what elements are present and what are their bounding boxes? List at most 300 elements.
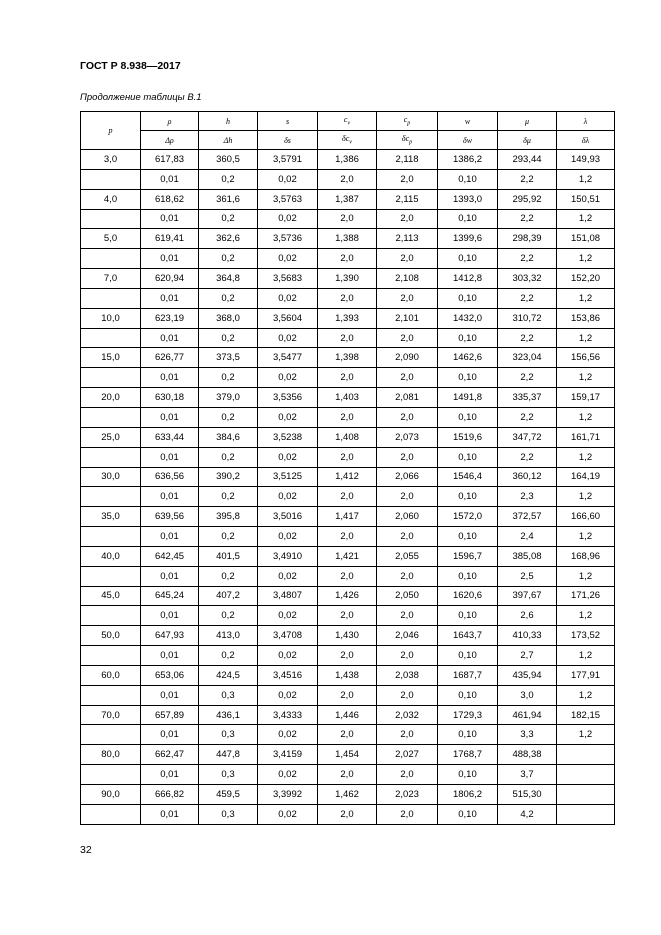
value-cell: 630,18 (141, 388, 199, 408)
table-row-uncertainty (81, 606, 615, 626)
value-cell: 2,027 (377, 745, 438, 765)
value-cell: 618,62 (141, 189, 199, 209)
value-cell: 617,83 (141, 150, 199, 170)
pressure-cell: 45,0 (81, 586, 141, 606)
uncertainty-cell: 2,0 (318, 804, 377, 824)
table-row-values (81, 229, 615, 249)
value-cell: 323,04 (498, 348, 557, 368)
value-cell: 424,5 (199, 665, 258, 685)
uncertainty-cell: 0,10 (438, 368, 498, 388)
uncertainty-cell: 0,01 (141, 209, 199, 229)
uncertainty-cell: 2,2 (498, 328, 557, 348)
value-cell: 1596,7 (438, 546, 498, 566)
uncertainty-cell: 0,10 (438, 606, 498, 626)
empty-pressure-cell (81, 725, 141, 745)
uncertainty-cell: 2,5 (498, 566, 557, 586)
uncertainty-cell: 2,7 (498, 646, 557, 666)
value-cell: 2,023 (377, 785, 438, 805)
uncertainty-cell: 2,0 (377, 527, 438, 547)
uncertainty-cell: 1,2 (557, 606, 615, 626)
value-cell: 3,3992 (258, 785, 318, 805)
table-row-uncertainty (81, 487, 615, 507)
value-cell: 156,56 (557, 348, 615, 368)
value-cell: 159,17 (557, 388, 615, 408)
header-cp-symbol: c (403, 115, 408, 125)
value-cell: 166,60 (557, 507, 615, 527)
uncertainty-cell: 0,10 (438, 447, 498, 467)
uncertainty-cell: 0,02 (258, 249, 318, 269)
table-row-values (81, 467, 615, 487)
header-w: w (438, 112, 498, 131)
table-row-uncertainty (81, 169, 615, 189)
uncertainty-cell: 0,01 (141, 328, 199, 348)
uncertainty-cell: 0,3 (199, 725, 258, 745)
uncertainty-cell: 0,02 (258, 169, 318, 189)
value-cell: 1462,6 (438, 348, 498, 368)
table-row-uncertainty (81, 765, 615, 785)
value-cell: 2,090 (377, 348, 438, 368)
value-cell: 3,5125 (258, 467, 318, 487)
table-row-uncertainty (81, 288, 615, 308)
uncertainty-cell: 0,01 (141, 407, 199, 427)
uncertainty-cell: 2,0 (318, 209, 377, 229)
pressure-cell: 30,0 (81, 467, 141, 487)
pressure-cell: 35,0 (81, 507, 141, 527)
uncertainty-cell: 1,2 (557, 328, 615, 348)
uncertainty-cell: 0,02 (258, 447, 318, 467)
uncertainty-cell: 3,7 (498, 765, 557, 785)
value-cell: 368,0 (199, 308, 258, 328)
value-cell: 623,19 (141, 308, 199, 328)
uncertainty-cell: 0,01 (141, 249, 199, 269)
value-cell: 1620,6 (438, 586, 498, 606)
uncertainty-cell: 1,2 (557, 368, 615, 388)
empty-pressure-cell (81, 606, 141, 626)
uncertainty-cell: 0,2 (199, 447, 258, 467)
value-cell: 379,0 (199, 388, 258, 408)
uncertainty-cell: 2,0 (318, 447, 377, 467)
value-cell: 639,56 (141, 507, 199, 527)
value-cell: 435,94 (498, 665, 557, 685)
uncertainty-cell: 0,02 (258, 606, 318, 626)
value-cell: 173,52 (557, 626, 615, 646)
value-cell: 1,408 (318, 427, 377, 447)
uncertainty-cell: 2,2 (498, 447, 557, 467)
uncertainty-cell: 2,2 (498, 209, 557, 229)
uncertainty-cell: 0,3 (199, 804, 258, 824)
table-row-values (81, 745, 615, 765)
value-cell: 1,390 (318, 269, 377, 289)
empty-pressure-cell (81, 685, 141, 705)
uncertainty-cell: 2,0 (318, 169, 377, 189)
uncertainty-cell: 0,01 (141, 646, 199, 666)
uncertainty-cell: 0,10 (438, 646, 498, 666)
uncertainty-cell: 2,0 (318, 368, 377, 388)
value-cell: 149,93 (557, 150, 615, 170)
value-cell: 364,8 (199, 269, 258, 289)
table-row-uncertainty (81, 209, 615, 229)
empty-pressure-cell (81, 407, 141, 427)
value-cell: 2,101 (377, 308, 438, 328)
value-cell: 295,92 (498, 189, 557, 209)
value-cell: 1,446 (318, 705, 377, 725)
value-cell: 2,038 (377, 665, 438, 685)
uncertainty-cell: 0,10 (438, 685, 498, 705)
empty-pressure-cell (81, 804, 141, 824)
pressure-cell: 4,0 (81, 189, 141, 209)
value-cell: 1399,6 (438, 229, 498, 249)
value-cell: 666,82 (141, 785, 199, 805)
pressure-cell: 80,0 (81, 745, 141, 765)
uncertainty-cell: 2,2 (498, 249, 557, 269)
uncertainty-cell: 1,2 (557, 288, 615, 308)
header-delta-mu: δμ (498, 131, 557, 150)
table-row-values (81, 308, 615, 328)
uncertainty-cell: 2,0 (377, 209, 438, 229)
value-cell: 1,417 (318, 507, 377, 527)
uncertainty-cell: 0,01 (141, 368, 199, 388)
value-cell (557, 785, 615, 805)
value-cell: 395,8 (199, 507, 258, 527)
page-number: 32 (80, 844, 92, 856)
uncertainty-cell: 0,3 (199, 765, 258, 785)
uncertainty-cell: 0,02 (258, 685, 318, 705)
empty-pressure-cell (81, 288, 141, 308)
value-cell: 3,5791 (258, 150, 318, 170)
uncertainty-cell: 2,2 (498, 368, 557, 388)
value-cell: 1,426 (318, 586, 377, 606)
uncertainty-cell: 2,0 (318, 566, 377, 586)
value-cell: 182,15 (557, 705, 615, 725)
value-cell: 168,96 (557, 546, 615, 566)
uncertainty-cell: 2,0 (377, 765, 438, 785)
value-cell: 303,32 (498, 269, 557, 289)
value-cell: 413,0 (199, 626, 258, 646)
value-cell: 3,4516 (258, 665, 318, 685)
value-cell: 1,386 (318, 150, 377, 170)
value-cell: 1,438 (318, 665, 377, 685)
table-row-values (81, 546, 615, 566)
uncertainty-cell: 2,0 (377, 646, 438, 666)
uncertainty-cell: 0,02 (258, 209, 318, 229)
empty-pressure-cell (81, 249, 141, 269)
value-cell: 3,4807 (258, 586, 318, 606)
table-row-values (81, 665, 615, 685)
value-cell: 436,1 (199, 705, 258, 725)
value-cell: 293,44 (498, 150, 557, 170)
value-cell: 3,5736 (258, 229, 318, 249)
value-cell: 3,4708 (258, 626, 318, 646)
pressure-cell: 70,0 (81, 705, 141, 725)
uncertainty-cell: 0,2 (199, 606, 258, 626)
uncertainty-cell: 0,02 (258, 566, 318, 586)
value-cell: 645,24 (141, 586, 199, 606)
value-cell: 2,073 (377, 427, 438, 447)
header-delta-h: Δh (199, 131, 258, 150)
uncertainty-cell: 0,2 (199, 288, 258, 308)
uncertainty-cell: 2,2 (498, 288, 557, 308)
table-row-values (81, 269, 615, 289)
header-cv-subscript: v (347, 120, 351, 127)
uncertainty-cell: 0,01 (141, 804, 199, 824)
value-cell: 1,388 (318, 229, 377, 249)
uncertainty-cell: 2,0 (318, 288, 377, 308)
uncertainty-cell: 0,01 (141, 288, 199, 308)
value-cell: 372,57 (498, 507, 557, 527)
uncertainty-cell: 0,10 (438, 407, 498, 427)
uncertainty-cell: 4,2 (498, 804, 557, 824)
uncertainty-cell: 2,0 (318, 487, 377, 507)
uncertainty-cell: 0,10 (438, 527, 498, 547)
value-cell: 2,032 (377, 705, 438, 725)
uncertainty-cell: 0,01 (141, 606, 199, 626)
table-row-values (81, 189, 615, 209)
uncertainty-cell: 2,0 (377, 328, 438, 348)
uncertainty-cell: 0,02 (258, 765, 318, 785)
table-row-values (81, 507, 615, 527)
value-cell: 447,8 (199, 745, 258, 765)
pressure-cell: 60,0 (81, 665, 141, 685)
empty-pressure-cell (81, 646, 141, 666)
uncertainty-cell: 0,10 (438, 765, 498, 785)
value-cell: 1491,8 (438, 388, 498, 408)
value-cell: 1768,7 (438, 745, 498, 765)
header-cp (377, 112, 438, 131)
uncertainty-cell: 0,02 (258, 527, 318, 547)
uncertainty-cell: 0,10 (438, 328, 498, 348)
header-delta-w: δw (438, 131, 498, 150)
value-cell: 515,30 (498, 785, 557, 805)
header-delta-s: δs (258, 131, 318, 150)
uncertainty-cell: 0,01 (141, 566, 199, 586)
value-cell: 619,41 (141, 229, 199, 249)
pressure-cell: 3,0 (81, 150, 141, 170)
header-delta-lambda: δλ (557, 131, 615, 150)
value-cell: 384,6 (199, 427, 258, 447)
value-cell: 626,77 (141, 348, 199, 368)
header-cv-symbol: c (343, 115, 348, 125)
value-cell: 1,403 (318, 388, 377, 408)
table-row-uncertainty (81, 527, 615, 547)
value-cell: 360,12 (498, 467, 557, 487)
value-cell: 152,20 (557, 269, 615, 289)
uncertainty-cell: 3,0 (498, 685, 557, 705)
table-row-uncertainty (81, 725, 615, 745)
value-cell: 407,2 (199, 586, 258, 606)
value-cell: 1572,0 (438, 507, 498, 527)
uncertainty-cell: 0,3 (199, 685, 258, 705)
value-cell: 385,08 (498, 546, 557, 566)
uncertainty-cell (557, 765, 615, 785)
header-h: h (199, 112, 258, 131)
header-delta-rho: Δρ (141, 131, 199, 150)
value-cell: 1,454 (318, 745, 377, 765)
value-cell: 1412,8 (438, 269, 498, 289)
value-cell: 1386,2 (438, 150, 498, 170)
value-cell: 397,67 (498, 586, 557, 606)
document-header: ГОСТ Р 8.938—2017 (80, 60, 181, 72)
value-cell: 3,5763 (258, 189, 318, 209)
uncertainty-cell: 1,2 (557, 527, 615, 547)
value-cell: 3,5683 (258, 269, 318, 289)
empty-pressure-cell (81, 328, 141, 348)
uncertainty-cell: 1,2 (557, 646, 615, 666)
value-cell: 636,56 (141, 467, 199, 487)
uncertainty-cell: 2,2 (498, 407, 557, 427)
value-cell: 461,94 (498, 705, 557, 725)
uncertainty-cell: 0,2 (199, 407, 258, 427)
uncertainty-cell: 0,2 (199, 209, 258, 229)
uncertainty-cell: 2,0 (377, 685, 438, 705)
value-cell: 620,94 (141, 269, 199, 289)
uncertainty-cell: 0,01 (141, 527, 199, 547)
uncertainty-cell: 0,2 (199, 328, 258, 348)
value-cell: 2,115 (377, 189, 438, 209)
header-pressure: p (81, 112, 141, 150)
uncertainty-cell: 0,2 (199, 527, 258, 547)
uncertainty-cell: 0,2 (199, 169, 258, 189)
value-cell: 1729,3 (438, 705, 498, 725)
uncertainty-cell: 0,10 (438, 209, 498, 229)
uncertainty-cell: 2,0 (377, 249, 438, 269)
uncertainty-cell: 2,0 (377, 487, 438, 507)
value-cell: 647,93 (141, 626, 199, 646)
value-cell: 2,046 (377, 626, 438, 646)
value-cell: 1546,4 (438, 467, 498, 487)
value-cell: 1,398 (318, 348, 377, 368)
uncertainty-cell: 0,10 (438, 288, 498, 308)
uncertainty-cell: 2,0 (318, 646, 377, 666)
uncertainty-cell: 0,2 (199, 487, 258, 507)
uncertainty-cell: 0,01 (141, 169, 199, 189)
header-delta-cv (318, 131, 377, 150)
uncertainty-cell: 0,10 (438, 169, 498, 189)
uncertainty-cell: 0,02 (258, 288, 318, 308)
empty-pressure-cell (81, 487, 141, 507)
empty-pressure-cell (81, 169, 141, 189)
header-mu: μ (498, 112, 557, 131)
table-row-uncertainty (81, 646, 615, 666)
value-cell: 3,5238 (258, 427, 318, 447)
uncertainty-cell: 2,0 (318, 606, 377, 626)
empty-pressure-cell (81, 368, 141, 388)
uncertainty-cell: 1,2 (557, 169, 615, 189)
pressure-cell: 15,0 (81, 348, 141, 368)
value-cell: 150,51 (557, 189, 615, 209)
value-cell: 2,066 (377, 467, 438, 487)
uncertainty-cell (557, 804, 615, 824)
table-row-values (81, 626, 615, 646)
value-cell: 360,5 (199, 150, 258, 170)
value-cell: 401,5 (199, 546, 258, 566)
uncertainty-cell: 0,10 (438, 249, 498, 269)
uncertainty-cell: 0,10 (438, 804, 498, 824)
uncertainty-cell: 2,0 (377, 804, 438, 824)
uncertainty-cell: 2,0 (377, 725, 438, 745)
value-cell: 410,33 (498, 626, 557, 646)
value-cell: 1,412 (318, 467, 377, 487)
value-cell: 390,2 (199, 467, 258, 487)
value-cell: 2,113 (377, 229, 438, 249)
value-cell: 310,72 (498, 308, 557, 328)
value-cell: 151,08 (557, 229, 615, 249)
uncertainty-cell: 1,2 (557, 566, 615, 586)
uncertainty-cell: 2,0 (318, 328, 377, 348)
header-delta-cp-subscript: p (409, 139, 413, 146)
uncertainty-cell: 0,10 (438, 725, 498, 745)
pressure-cell: 7,0 (81, 269, 141, 289)
uncertainty-cell: 0,10 (438, 487, 498, 507)
value-cell: 1,421 (318, 546, 377, 566)
value-cell: 177,91 (557, 665, 615, 685)
value-cell: 161,71 (557, 427, 615, 447)
pressure-cell: 50,0 (81, 626, 141, 646)
value-cell: 1,430 (318, 626, 377, 646)
empty-pressure-cell (81, 566, 141, 586)
value-cell: 1806,2 (438, 785, 498, 805)
value-cell (557, 745, 615, 765)
uncertainty-cell: 0,02 (258, 487, 318, 507)
header-delta-cv-subscript: v (349, 139, 352, 146)
table-body (81, 150, 615, 825)
value-cell: 2,055 (377, 546, 438, 566)
pressure-cell: 25,0 (81, 427, 141, 447)
data-table (80, 111, 615, 825)
value-cell: 2,081 (377, 388, 438, 408)
uncertainty-cell: 1,2 (557, 725, 615, 745)
value-cell: 347,72 (498, 427, 557, 447)
header-delta-cp (377, 131, 438, 150)
uncertainty-cell: 2,4 (498, 527, 557, 547)
value-cell: 657,89 (141, 705, 199, 725)
header-cv (318, 112, 377, 131)
value-cell: 3,4159 (258, 745, 318, 765)
header-delta-cp-symbol: δc (401, 134, 410, 144)
value-cell: 3,5477 (258, 348, 318, 368)
uncertainty-cell: 2,3 (498, 487, 557, 507)
uncertainty-cell: 2,0 (318, 249, 377, 269)
uncertainty-cell: 0,01 (141, 447, 199, 467)
header-rho: ρ (141, 112, 199, 131)
empty-pressure-cell (81, 765, 141, 785)
uncertainty-cell: 1,2 (557, 407, 615, 427)
value-cell: 1,462 (318, 785, 377, 805)
value-cell: 373,5 (199, 348, 258, 368)
uncertainty-cell: 0,01 (141, 685, 199, 705)
value-cell: 1519,6 (438, 427, 498, 447)
uncertainty-cell: 2,0 (318, 527, 377, 547)
uncertainty-cell: 0,02 (258, 804, 318, 824)
uncertainty-cell: 0,2 (199, 646, 258, 666)
empty-pressure-cell (81, 527, 141, 547)
uncertainty-cell: 0,02 (258, 407, 318, 427)
uncertainty-cell: 2,6 (498, 606, 557, 626)
table-row-values (81, 586, 615, 606)
uncertainty-cell: 2,0 (377, 407, 438, 427)
uncertainty-cell: 0,10 (438, 566, 498, 586)
value-cell: 2,050 (377, 586, 438, 606)
uncertainty-cell: 2,0 (318, 685, 377, 705)
table-row-uncertainty (81, 407, 615, 427)
header-s: s (258, 112, 318, 131)
value-cell: 2,118 (377, 150, 438, 170)
uncertainty-cell: 0,01 (141, 487, 199, 507)
value-cell: 459,5 (199, 785, 258, 805)
pressure-cell: 90,0 (81, 785, 141, 805)
value-cell: 2,060 (377, 507, 438, 527)
value-cell: 171,26 (557, 586, 615, 606)
uncertainty-cell: 3,3 (498, 725, 557, 745)
